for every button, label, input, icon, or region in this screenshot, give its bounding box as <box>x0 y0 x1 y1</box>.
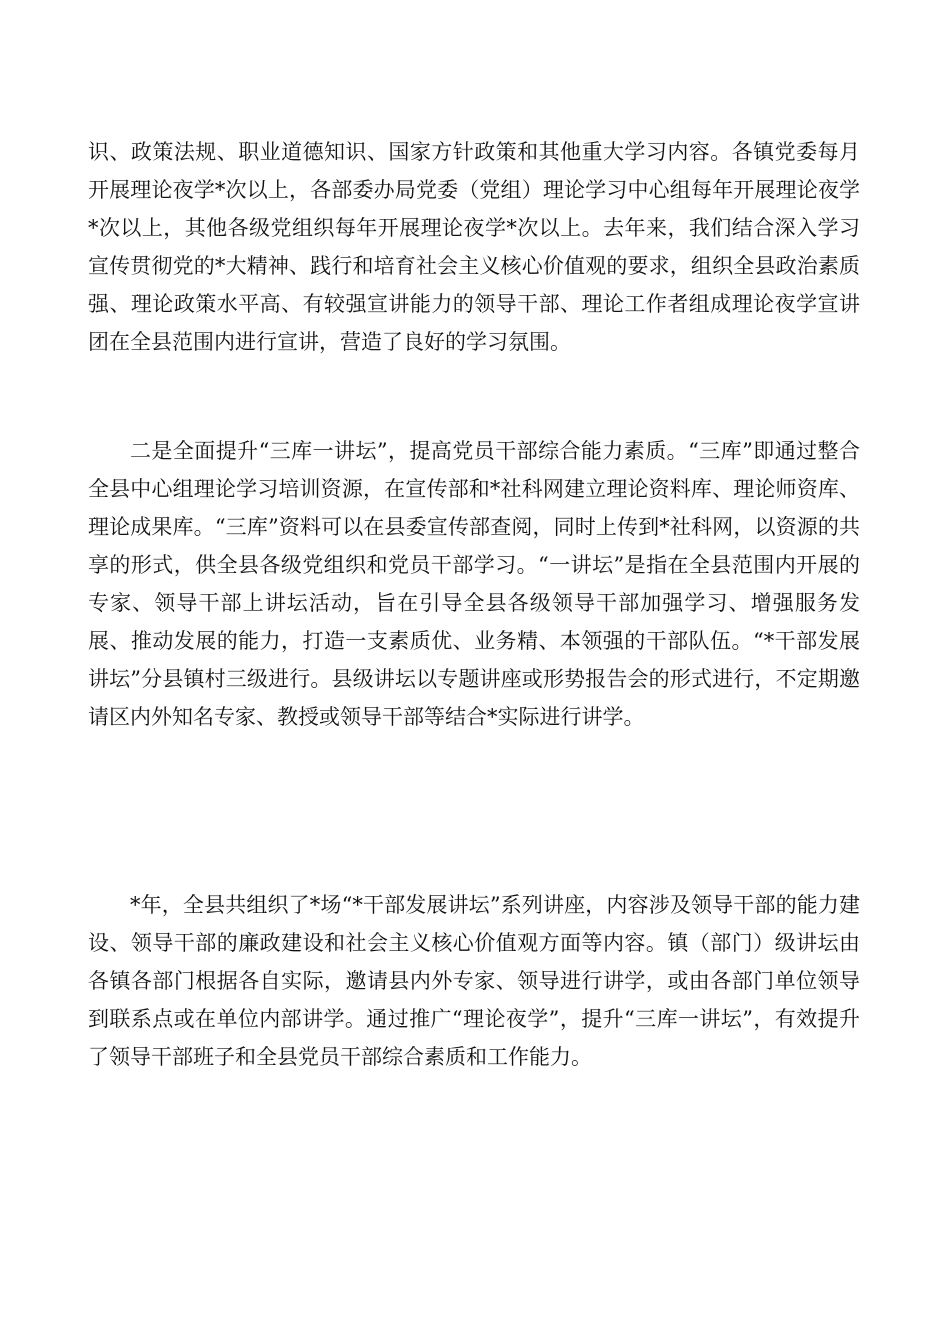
paragraph-theory-night-study: 识、政策法规、职业道德知识、国家方针政策和其他重大学习内容。各镇党委每月开展理论夜学*次以上，各部委办局党委（党组）理论学习中心组每年开展理论夜学*次以上，其他各级党组织每年开展理论夜学*次以上。去年来，我们结合深入学习宣传贯彻党的*大精神、践行和培育社会主义核心价值观的要求，组织全县政治素质强、理论政策水平高、有较强宣讲能力的领导干部、理论工作者组成理论夜学宣讲团在全县范围内进行宣讲，营造了良好的学习氛围。 <box>88 140 860 354</box>
paragraph-three-libraries-one-forum: 二是全面提升“三库一讲坛”，提高党员干部综合能力素质。“三库”即通过整合全县中心组理论学习培训资源，在宣传部和*社科网建立理论资料库、理论师资库、理论成果库。“三库”资料可以在县委宣传部查阅，同时上传到*社科网，以资源的共享的形式，供全县各级党组织和党员干部学习。“一讲坛”是指在全县范围内开展的专家、领导干部上讲坛活动，旨在引导全县各级领导干部加强学习、增强服务发展、推动发展的能力，打造一支素质优、业务精、本领强的干部队伍。“*干部发展讲坛”分县镇村三级进行。县级讲坛以专题讲座或形势报告会的形式进行，不定期邀请区内外知名专家、教授或领导干部等结合*实际进行讲学。 <box>88 439 860 729</box>
paragraph-lecture-series-results: *年，全县共组织了*场“*干部发展讲坛”系列讲座，内容涉及领导干部的能力建设、领导干部的廉政建设和社会主义核心价值观方面等内容。镇（部门）级讲坛由各镇各部门根据各自实际，邀请县内外专家、领导进行讲学，或由各部门单位领导到联系点或在单位内部讲学。通过推广“理论夜学”，提升“三库一讲坛”，有效提升了领导干部班子和全县党员干部综合素质和工作能力。 <box>88 893 860 1069</box>
